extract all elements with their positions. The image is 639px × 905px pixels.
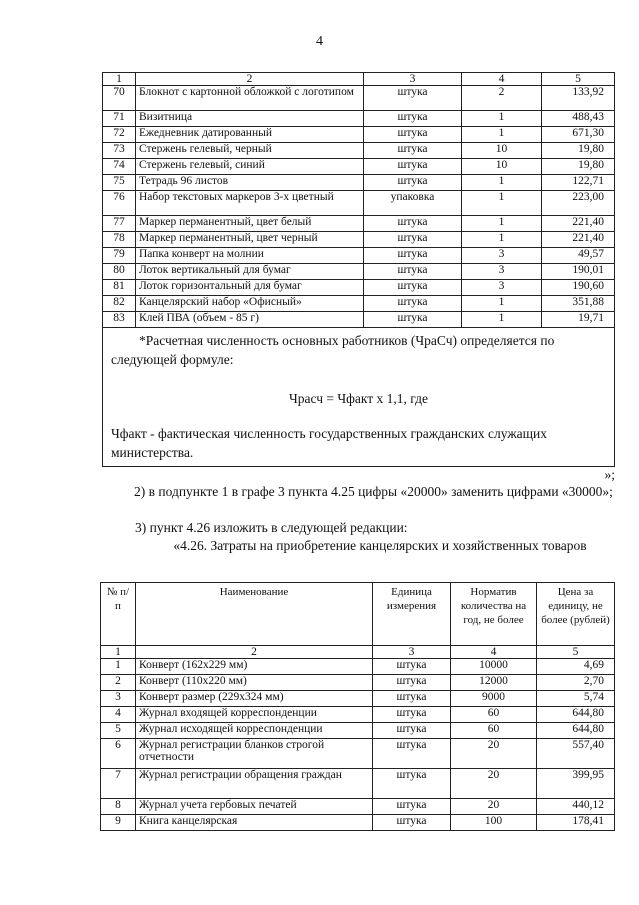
row-number-cell: 83 <box>103 312 136 328</box>
column-number-row <box>101 646 615 659</box>
table-row <box>103 127 615 143</box>
table-row <box>103 175 615 191</box>
item-name-cell: Журнал входящей корреспонденции <box>136 707 373 723</box>
quantity-cell: 3 <box>462 264 542 280</box>
quantity-cell: 10 <box>462 143 542 159</box>
table-row <box>101 815 615 831</box>
item-name-cell: Журнал регистрации бланков строгой отчетности <box>136 739 373 769</box>
header-cell: 3 <box>373 646 451 659</box>
row-number-cell: 76 <box>103 191 136 216</box>
table-row <box>101 691 615 707</box>
row-number-cell: 72 <box>103 127 136 143</box>
row-number-cell: 77 <box>103 216 136 232</box>
price-cell: 488,43 <box>542 111 615 127</box>
row-number-cell: 71 <box>103 111 136 127</box>
table-row <box>101 707 615 723</box>
table-row <box>101 739 615 769</box>
price-cell: 19,80 <box>542 159 615 175</box>
unit-cell: штука <box>364 159 462 175</box>
unit-cell: штука <box>373 815 451 831</box>
quantity-cell: 10000 <box>451 659 537 675</box>
row-number-cell: 75 <box>103 175 136 191</box>
item-name-cell: Стержень гелевый, синий <box>136 159 364 175</box>
row-number-cell: 2 <box>101 675 136 691</box>
table-row <box>103 86 615 111</box>
quantity-cell: 1 <box>462 296 542 312</box>
price-cell: 644,80 <box>537 707 615 723</box>
table-row <box>101 675 615 691</box>
item-name-cell: Набор текстовых маркеров 3-х цветный <box>136 191 364 216</box>
table-row <box>101 659 615 675</box>
unit-cell: штука <box>373 691 451 707</box>
paragraph-3: 3) пункт 4.26 изложить в следующей редакции: <box>135 520 408 535</box>
item-name-cell: Лоток вертикальный для бумаг <box>136 264 364 280</box>
row-number-cell: 1 <box>101 659 136 675</box>
item-name-cell: Лоток горизонтальный для бумаг <box>136 280 364 296</box>
row-number-cell: 78 <box>103 232 136 248</box>
price-cell: 223,00 <box>542 191 615 216</box>
page-number: 4 <box>316 34 323 49</box>
item-name-cell: Блокнот с картонной обложкой с логотипом <box>136 86 364 111</box>
item-name-cell: Маркер перманентный, цвет черный <box>136 232 364 248</box>
header-cell: 1 <box>103 73 136 86</box>
quantity-cell: 100 <box>451 815 537 831</box>
price-cell: 49,57 <box>542 248 615 264</box>
price-cell: 122,71 <box>542 175 615 191</box>
note-definition: Чфакт - фактическая численность государственных гражданских служащих министерства. <box>111 426 548 460</box>
price-cell: 5,74 <box>537 691 615 707</box>
quantity-cell: 1 <box>462 312 542 328</box>
unit-cell: штука <box>373 659 451 675</box>
table-row <box>103 216 615 232</box>
row-number-cell: 74 <box>103 159 136 175</box>
unit-cell: штука <box>364 175 462 191</box>
quantity-cell: 60 <box>451 707 537 723</box>
note-row <box>103 328 615 467</box>
price-cell: 4,69 <box>537 659 615 675</box>
table-row <box>103 280 615 296</box>
row-number-cell: 70 <box>103 86 136 111</box>
table-row <box>103 232 615 248</box>
unit-cell: штука <box>364 232 462 248</box>
price-cell: 644,80 <box>537 723 615 739</box>
price-cell: 190,01 <box>542 264 615 280</box>
quantity-cell: 1 <box>462 127 542 143</box>
header-cell: 1 <box>101 646 136 659</box>
item-name-cell: Визитница <box>136 111 364 127</box>
table-row <box>103 111 615 127</box>
closing-quote: »; <box>604 467 615 482</box>
unit-cell: штука <box>364 216 462 232</box>
header-cell: 5 <box>537 646 615 659</box>
section-title: «4.26. Затраты на приобретение канцелярских и хозяйственных товаров <box>173 538 587 553</box>
item-name-cell: Конверт (110х220 мм) <box>136 675 373 691</box>
unit-cell: штука <box>373 769 451 799</box>
row-number-cell: 4 <box>101 707 136 723</box>
header-cell: 4 <box>451 646 537 659</box>
table-row <box>103 248 615 264</box>
table-row <box>103 159 615 175</box>
unit-cell: штука <box>364 296 462 312</box>
quantity-cell: 1 <box>462 191 542 216</box>
unit-cell: штука <box>364 127 462 143</box>
supplies-table-continued <box>102 72 615 467</box>
quantity-cell: 60 <box>451 723 537 739</box>
table-row <box>103 312 615 328</box>
unit-cell: штука <box>364 248 462 264</box>
header-cell: 3 <box>364 73 462 86</box>
table-row <box>103 296 615 312</box>
item-name-cell: Журнал регистрации обращения граждан <box>136 769 373 799</box>
unit-cell: упаковка <box>364 191 462 216</box>
price-cell: 221,40 <box>542 216 615 232</box>
price-cell: 178,41 <box>537 815 615 831</box>
item-name-cell: Папка конверт на молнии <box>136 248 364 264</box>
supplies-table <box>100 582 615 831</box>
row-number-cell: 5 <box>101 723 136 739</box>
row-number-cell: 7 <box>101 769 136 799</box>
quantity-cell: 20 <box>451 739 537 769</box>
unit-cell: штука <box>373 707 451 723</box>
item-name-cell: Клей ПВА (объем - 85 г) <box>136 312 364 328</box>
price-cell: 671,30 <box>542 127 615 143</box>
quantity-cell: 1 <box>462 216 542 232</box>
calculation-note <box>103 328 615 467</box>
price-cell: 19,80 <box>542 143 615 159</box>
unit-cell: штука <box>364 264 462 280</box>
row-number-cell: 9 <box>101 815 136 831</box>
unit-cell: штука <box>364 312 462 328</box>
table-row <box>103 191 615 216</box>
row-number-cell: 8 <box>101 799 136 815</box>
price-cell: 399,95 <box>537 769 615 799</box>
quantity-cell: 2 <box>462 86 542 111</box>
formula: Чрасч = Чфакт х 1,1, где <box>288 391 429 406</box>
table-row <box>103 264 615 280</box>
header-cell: № п/п <box>101 583 136 646</box>
quantity-cell: 10 <box>462 159 542 175</box>
unit-cell: штука <box>373 723 451 739</box>
unit-cell: штука <box>364 280 462 296</box>
row-number-cell: 73 <box>103 143 136 159</box>
row-number-cell: 81 <box>103 280 136 296</box>
row-number-cell: 79 <box>103 248 136 264</box>
item-name-cell: Книга канцелярская <box>136 815 373 831</box>
note-text: *Расчетная численность основных работников (ЧраСч) определяется по следующей формуле: <box>111 333 555 367</box>
header-cell: Цена за единицу, не более (рублей) <box>537 583 615 646</box>
row-number-cell: 80 <box>103 264 136 280</box>
item-name-cell: Конверт размер (229х324 мм) <box>136 691 373 707</box>
quantity-cell: 20 <box>451 799 537 815</box>
row-number-cell: 6 <box>101 739 136 769</box>
table-row <box>101 769 615 799</box>
item-name-cell: Журнал исходящей корреспонденции <box>136 723 373 739</box>
unit-cell: штука <box>373 739 451 769</box>
header-cell: Норматив количества на год, не более <box>451 583 537 646</box>
table-row <box>101 799 615 815</box>
item-name-cell: Журнал учета гербовых печатей <box>136 799 373 815</box>
unit-cell: штука <box>364 86 462 111</box>
item-name-cell: Ежедневник датированный <box>136 127 364 143</box>
paragraph-2: 2) в подпункте 1 в графе 3 пункта 4.25 цифры «20000» заменить цифрами «30000»; <box>134 484 613 499</box>
unit-cell: штука <box>364 111 462 127</box>
price-cell: 190,60 <box>542 280 615 296</box>
table-row <box>103 143 615 159</box>
header-cell: Наименование <box>136 583 373 646</box>
price-cell: 133,92 <box>542 86 615 111</box>
quantity-cell: 1 <box>462 111 542 127</box>
header-cell: 4 <box>462 73 542 86</box>
item-name-cell: Маркер перманентный, цвет белый <box>136 216 364 232</box>
header-row <box>101 583 615 646</box>
unit-cell: штука <box>373 675 451 691</box>
item-name-cell: Конверт (162х229 мм) <box>136 659 373 675</box>
quantity-cell: 3 <box>462 280 542 296</box>
header-cell: 5 <box>542 73 615 86</box>
quantity-cell: 1 <box>462 232 542 248</box>
unit-cell: штука <box>373 799 451 815</box>
price-cell: 557,40 <box>537 739 615 769</box>
price-cell: 2,70 <box>537 675 615 691</box>
table-row <box>101 723 615 739</box>
header-cell: 2 <box>136 73 364 86</box>
price-cell: 440,12 <box>537 799 615 815</box>
quantity-cell: 20 <box>451 769 537 799</box>
quantity-cell: 12000 <box>451 675 537 691</box>
row-number-cell: 3 <box>101 691 136 707</box>
price-cell: 351,88 <box>542 296 615 312</box>
quantity-cell: 1 <box>462 175 542 191</box>
item-name-cell: Канцелярский набор «Офисный» <box>136 296 364 312</box>
price-cell: 221,40 <box>542 232 615 248</box>
column-number-row <box>103 73 615 86</box>
unit-cell: штука <box>364 143 462 159</box>
item-name-cell: Стержень гелевый, черный <box>136 143 364 159</box>
row-number-cell: 82 <box>103 296 136 312</box>
header-cell: Единица измерения <box>373 583 451 646</box>
item-name-cell: Тетрадь 96 листов <box>136 175 364 191</box>
quantity-cell: 9000 <box>451 691 537 707</box>
header-cell: 2 <box>136 646 373 659</box>
quantity-cell: 3 <box>462 248 542 264</box>
price-cell: 19,71 <box>542 312 615 328</box>
